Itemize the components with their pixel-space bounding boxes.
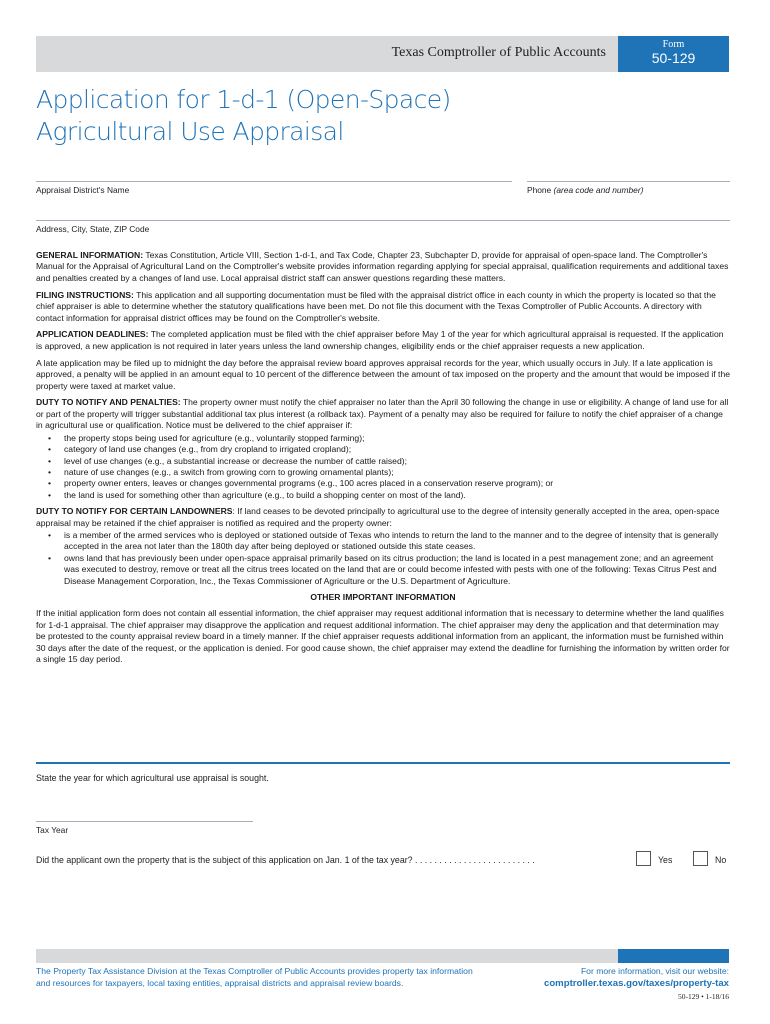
duty-bullet-list (36, 433, 730, 501)
website-link[interactable]: comptroller.texas.gov/taxes/property-tax (543, 977, 729, 989)
duty-head: DUTY TO NOTIFY AND PENALTIES: (36, 397, 181, 408)
filing-text: This application and all supporting documentation must be filed with the appraisal district office in each county in which the property is located so that the chief appraiser is able to determine whether the statutory qualifications have been met. Do not file this document with the Texas Comptroller of Public Accounts. A directory with contact information for appraisal district offices may be found on the Comptroller's website. (36, 289, 716, 323)
agency-name: Texas Comptroller of Public Accounts (391, 45, 606, 60)
late-application: A late application may be filed up to midnight the day before the appraisal review board approves appraisal records for the year, which usually occurs in July. If a late application is approved, a penalty will be applied in an amount equal to 10 percent of the difference between the amount of tax imposed on the property and the amount that would be imposed if the property were taxed at market value. (36, 357, 731, 391)
deadline-head: APPLICATION DEADLINES: (36, 329, 149, 340)
form-number-box (618, 36, 729, 72)
title-line-2: Agricultural Use Appraisal (36, 117, 344, 146)
duty-to-notify (36, 397, 730, 431)
instructions-body (36, 250, 730, 671)
list-item: • the land is used for something other than agriculture (e.g., to build a shopping center on most of the land). (64, 490, 730, 501)
certain-head: DUTY TO NOTIFY FOR CERTAIN LANDOWNERS (36, 506, 233, 517)
certain-bullet-list (36, 530, 730, 587)
district-name-field[interactable] (36, 181, 512, 182)
certain-text: : If land ceases to be devoted principally to agricultural use to the degree of intensity generally accepted in the area, open-space appraisal may be retained if the chief appraiser is notified as required and the property owner: (36, 506, 720, 528)
district-name-label: Appraisal District's Name (36, 185, 130, 195)
phone-label (527, 185, 643, 195)
no-label: No (715, 855, 727, 865)
phone-label-text: Phone (527, 185, 552, 195)
general-text: Texas Constitution, Article VIII, Section 1-d-1, and Tax Code, Chapter 23, Subchapter D, provide for appraisal of open-space land. The Comptroller's Manual for the Appraisal of Agricultural Land on the Comptroller's website provides information regarding applying for special appraisal, qualification requirements and additional taxes and penalties created by a changes of land use. Local appraisal district staff can answer questions regarding these matters. (36, 250, 729, 283)
tax-year-field[interactable] (36, 821, 253, 822)
general-head: GENERAL INFORMATION: (36, 250, 144, 260)
yes-label: Yes (658, 855, 673, 865)
footer-description: The Property Tax Assistance Division at the Texas Comptroller of Public Accounts provides property tax information and resources for taxpayers, local taxing entities, appraisal districts and appraisal review boards. (36, 966, 473, 988)
footer-website (544, 966, 729, 989)
general-information (36, 250, 730, 284)
revision-number: 50-129 • 1-18/16 (678, 992, 729, 1001)
section-divider (36, 762, 730, 764)
duty-text: The property owner must notify the chief appraiser no later than the April 30 following the change in use or eligibility. A change of land use for all or part of the property will trigger substantial additional tax plus interest (a rollback tax). Payment of a penalty may also be required for failure to notify the chief appraiser of a change in agricultural use or qualification. Notice must be delivered to the chief appraiser if: (36, 397, 729, 431)
form-number: 50-129 (651, 50, 696, 66)
phone-hint: (area code and number) (553, 185, 644, 195)
list-item: • level of use changes (e.g., a substantial increase or decrease the number of cattle raised); (64, 456, 730, 467)
footer-accent-band (618, 949, 729, 963)
footer-band (36, 949, 618, 963)
year-prompt: State the year for which agricultural use appraisal is sought. (36, 773, 269, 783)
certain-landowners (36, 506, 730, 529)
address-field[interactable] (36, 220, 730, 221)
list-item: • is a member of the armed services who is deployed or stationed outside of Texas who intends to return the land to the manner and to the degree of intensity that is generally accepted in the area not later than the 180th day after being deployed or stationed outside this state ceases. (64, 530, 730, 553)
ownership-prompt: Did the applicant own the property that is the subject of this application on Jan. 1 of the tax year? . . . . . . . . . . . . . . . . . . . . . . . . . (36, 855, 535, 865)
phone-field[interactable] (527, 181, 730, 182)
footer-website-text: For more information, visit our website: (580, 966, 729, 976)
address-label: Address, City, State, ZIP Code (36, 224, 150, 234)
list-item: • owns land that has previously been under open-space appraisal primarily based on its citrus production; the land is located in a pest management zone; and an agreement was executed to destroy, remove or treat all the citrus trees located on the land that are or could become infested with pests with one of the following: Texas Citrus Pest and Disease Management Corporation, Inc., the Texas Commissioner of Agriculture or the U.S. Department of Agriculture. (64, 553, 730, 587)
application-deadlines (36, 329, 730, 352)
form-label: Form (662, 39, 685, 50)
yes-checkbox[interactable] (636, 851, 651, 866)
other-information-text: If the initial application form does not contain all essential information, the chief appraiser may request additional information that is necessary to determine whether the land qualifies for 1-d-1 appraisal. The chief appraiser may disapprove the application and request additional information. The chief appraiser may deny the application and that determination may be protested to the county appraisal review board in a timely manner. If the chief appraiser requests additional information from an applicant, the information must be furnished within 30 days after the date of the request, or the application is denied. For good cause shown, the chief appraiser may extend the deadline for furnishing the information by written order for a single 15 day period. (36, 608, 730, 664)
filing-instructions (36, 290, 730, 324)
deadline-text: The completed application must be filed with the chief appraiser before May 1 of the year for which agricultural appraisal is requested. If the application is approved, a new application is not required in later years unless the land ownership changes, eligibility ends or the chief appraiser requests a new application. (36, 329, 724, 351)
list-item: • the property stops being used for agriculture (e.g., voluntarily stopped farming); (64, 433, 730, 444)
title-line-1: Application for 1-d-1 (Open-Space) (36, 85, 451, 114)
list-item: • nature of use changes (e.g., a switch from growing corn to growing ornamental plants); (64, 467, 730, 478)
list-item: • property owner enters, leaves or changes governmental programs (e.g., 100 acres placed in a conservation reserve program); or (64, 478, 730, 489)
filing-head: FILING INSTRUCTIONS: (36, 289, 134, 300)
list-item: • category of land use changes (e.g., from dry cropland to irrigated cropland); (64, 444, 730, 455)
page-title (36, 84, 451, 148)
no-checkbox[interactable] (693, 851, 708, 866)
tax-year-label: Tax Year (36, 825, 69, 835)
other-information-heading: OTHER IMPORTANT INFORMATION (310, 591, 456, 602)
header-band (36, 36, 618, 72)
